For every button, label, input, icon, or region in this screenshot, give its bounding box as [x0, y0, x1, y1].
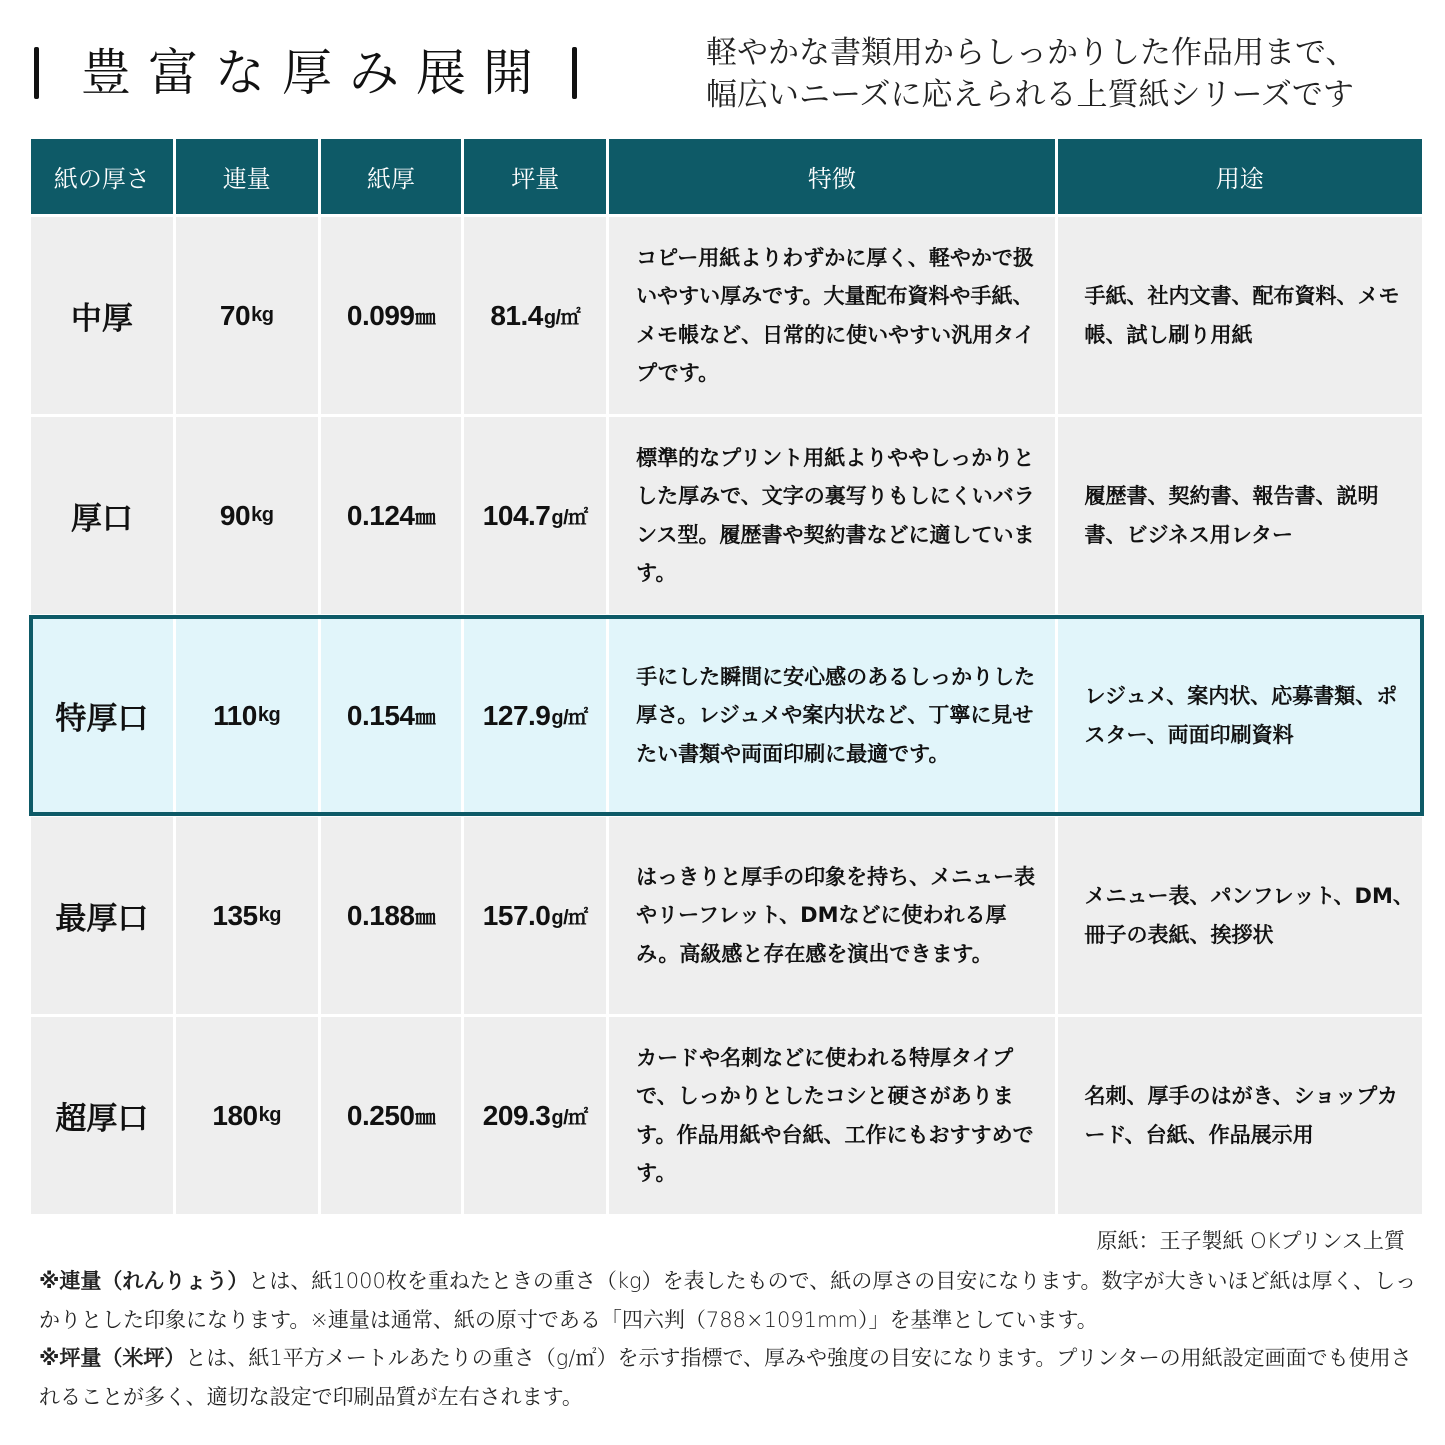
- ream-weight-value: 70: [219, 299, 251, 331]
- ream-weight-value: 135: [212, 899, 258, 931]
- footnote-grammage-term: ※坪量（米坪）: [39, 1346, 186, 1370]
- features-text: 手にした瞬間に安心感のあるしっかりした厚さ。レジュメや案内状など、丁寧に見せたい書類や両面印刷に最適です。: [636, 664, 1036, 766]
- footnote-ream-weight-term: ※連量（れんりょう）: [39, 1269, 249, 1293]
- page-subtitle: [706, 32, 1356, 116]
- table-body: [31, 217, 1422, 1214]
- paper-thickness-unit: ㎜: [415, 1107, 435, 1129]
- ream-weight-unit: kg: [258, 1104, 281, 1126]
- grammage-value: 157.0: [482, 899, 551, 931]
- features-text: カードや名刺などに使われる特厚タイプで、しっかりとしたコシと硬さがあります。作品用紙や台紙、工作にもおすすめです。: [636, 1045, 1034, 1185]
- thickness-name-cell: 中厚: [31, 217, 173, 414]
- paper-thickness-cell: [321, 1017, 462, 1214]
- ream-weight-cell: [176, 217, 318, 414]
- ream-weight-value: 110: [213, 699, 257, 731]
- table-row: [31, 1017, 1422, 1214]
- table-row: [31, 417, 1422, 614]
- grammage-unit: g/㎡: [551, 707, 588, 729]
- uses-cell: [1058, 417, 1422, 614]
- column-header-thickness-name: 紙の厚さ: [31, 139, 173, 214]
- title-group: [34, 42, 577, 104]
- features-text: コピー用紙よりわずかに厚く、軽やかで扱いやすい厚みです。大量配布資料や手紙、メモ帳など、日常的に使いやすい汎用タイプです。: [636, 245, 1035, 385]
- ream-weight-value: 90: [219, 499, 251, 531]
- thickness-name-cell: 超厚口: [31, 1017, 173, 1214]
- grammage-cell: [464, 617, 606, 814]
- thickness-table: [31, 139, 1422, 1214]
- grammage-cell: [464, 1017, 606, 1214]
- footnotes: [39, 1262, 1419, 1416]
- title-bar-left-decoration: [34, 47, 39, 99]
- features-text: はっきりと厚手の印象を持ち、メニュー表やリーフレット、DMなどに使われる厚み。高級感と存在感を演出できます。: [636, 864, 1036, 966]
- column-header-uses: 用途: [1058, 139, 1422, 214]
- ream-weight-cell: [176, 417, 318, 614]
- subtitle-line-1: 軽やかな書類用からしっかりした作品用まで、: [706, 35, 1357, 71]
- footnote-ream-weight: [39, 1262, 1419, 1339]
- table-row: [31, 617, 1422, 814]
- footnote-grammage-text: とは、紙1平方メートルあたりの重さ（g/㎡）を示す指標で、厚みや強度の目安になります。プリンターの用紙設定画面でも使用されることが多く、適切な設定で印刷品質が左右されます。: [39, 1346, 1412, 1409]
- paper-thickness-cell: [321, 617, 462, 814]
- features-cell: [609, 1017, 1054, 1214]
- grammage-unit: g/㎡: [551, 507, 588, 529]
- uses-cell: [1058, 617, 1422, 814]
- paper-thickness-value: 0.154: [346, 699, 415, 731]
- table-row: [31, 217, 1422, 414]
- grammage-cell: [464, 417, 606, 614]
- subtitle-line-2: 幅広いニーズに応えられる上質紙シリーズです: [706, 77, 1354, 113]
- grammage-cell: [464, 817, 606, 1014]
- ream-weight-cell: [176, 817, 318, 1014]
- thickness-name-cell: 最厚口: [31, 817, 173, 1014]
- source-paper-note: 原紙：王子製紙 OKプリンス上質: [1096, 1229, 1405, 1253]
- paper-thickness-unit: ㎜: [415, 507, 435, 529]
- ream-weight-unit: kg: [257, 704, 281, 726]
- thickness-name-cell: 厚口: [31, 417, 173, 614]
- paper-thickness-cell: [321, 817, 462, 1014]
- thickness-name-cell: 特厚口: [31, 617, 173, 814]
- grammage-cell: [464, 217, 606, 414]
- page-header: [0, 0, 1445, 135]
- grammage-value: 127.9: [482, 699, 551, 731]
- features-cell: [609, 217, 1054, 414]
- uses-text: メニュー表、パンフレット、DM、冊子の表紙、挨拶状: [1084, 884, 1414, 947]
- uses-cell: [1058, 817, 1422, 1014]
- uses-text: 履歴書、契約書、報告書、説明書、ビジネス用レター: [1084, 484, 1379, 547]
- uses-text: 手紙、社内文書、配布資料、メモ帳、試し刷り用紙: [1084, 284, 1400, 347]
- footnote-ream-weight-text: とは、紙1000枚を重ねたときの重さ（kg）を表したもので、紙の厚さの目安になります。数字が大きいほど紙は厚く、しっかりとした印象になります。※連量は通常、紙の原寸である「四六判（788×1091mm）」を基準としています。: [39, 1269, 1417, 1332]
- grammage-value: 81.4: [490, 299, 543, 331]
- footnote-grammage: [39, 1339, 1419, 1416]
- paper-thickness-unit: ㎜: [415, 907, 435, 929]
- features-text: 標準的なプリント用紙よりややしっかりとした厚みで、文字の裏写りもしにくいバランス型。履歴書や契約書などに適しています。: [636, 445, 1035, 585]
- ream-weight-value: 180: [212, 1099, 258, 1131]
- table-row: [31, 817, 1422, 1014]
- paper-thickness-value: 0.099: [346, 299, 415, 331]
- column-header-grammage: 坪量: [464, 139, 606, 214]
- grammage-value: 104.7: [482, 499, 551, 531]
- paper-thickness-cell: [321, 417, 462, 614]
- ream-weight-unit: kg: [251, 304, 274, 326]
- grammage-unit: g/㎡: [551, 907, 588, 929]
- paper-thickness-unit: ㎜: [415, 707, 435, 729]
- grammage-unit: g/㎡: [543, 307, 581, 329]
- features-cell: [609, 817, 1054, 1014]
- paper-thickness-value: 0.188: [346, 899, 415, 931]
- uses-cell: [1058, 1017, 1422, 1214]
- ream-weight-unit: kg: [258, 904, 281, 926]
- uses-text: レジュメ、案内状、応募書類、ポスター、両面印刷資料: [1084, 684, 1398, 747]
- page-title: 豊富な厚み展開: [81, 44, 550, 102]
- column-header-ream-weight: 連量: [176, 139, 318, 214]
- grammage-value: 209.3: [482, 1099, 551, 1131]
- ream-weight-unit: kg: [251, 504, 274, 526]
- ream-weight-cell: [176, 1017, 318, 1214]
- features-cell: [609, 417, 1054, 614]
- paper-thickness-cell: [321, 217, 462, 414]
- column-header-features: 特徴: [609, 139, 1054, 214]
- uses-text: 名刺、厚手のはがき、ショップカード、台紙、作品展示用: [1084, 1084, 1399, 1147]
- paper-thickness-value: 0.124: [346, 499, 415, 531]
- ream-weight-cell: [176, 617, 318, 814]
- table-header-row: [31, 139, 1422, 214]
- features-cell: [609, 617, 1054, 814]
- paper-thickness-unit: ㎜: [415, 307, 435, 329]
- column-header-paper-thickness: 紙厚: [321, 139, 462, 214]
- grammage-unit: g/㎡: [551, 1107, 588, 1129]
- paper-thickness-value: 0.250: [346, 1099, 415, 1131]
- title-bar-right-decoration: [572, 47, 577, 99]
- uses-cell: [1058, 217, 1422, 414]
